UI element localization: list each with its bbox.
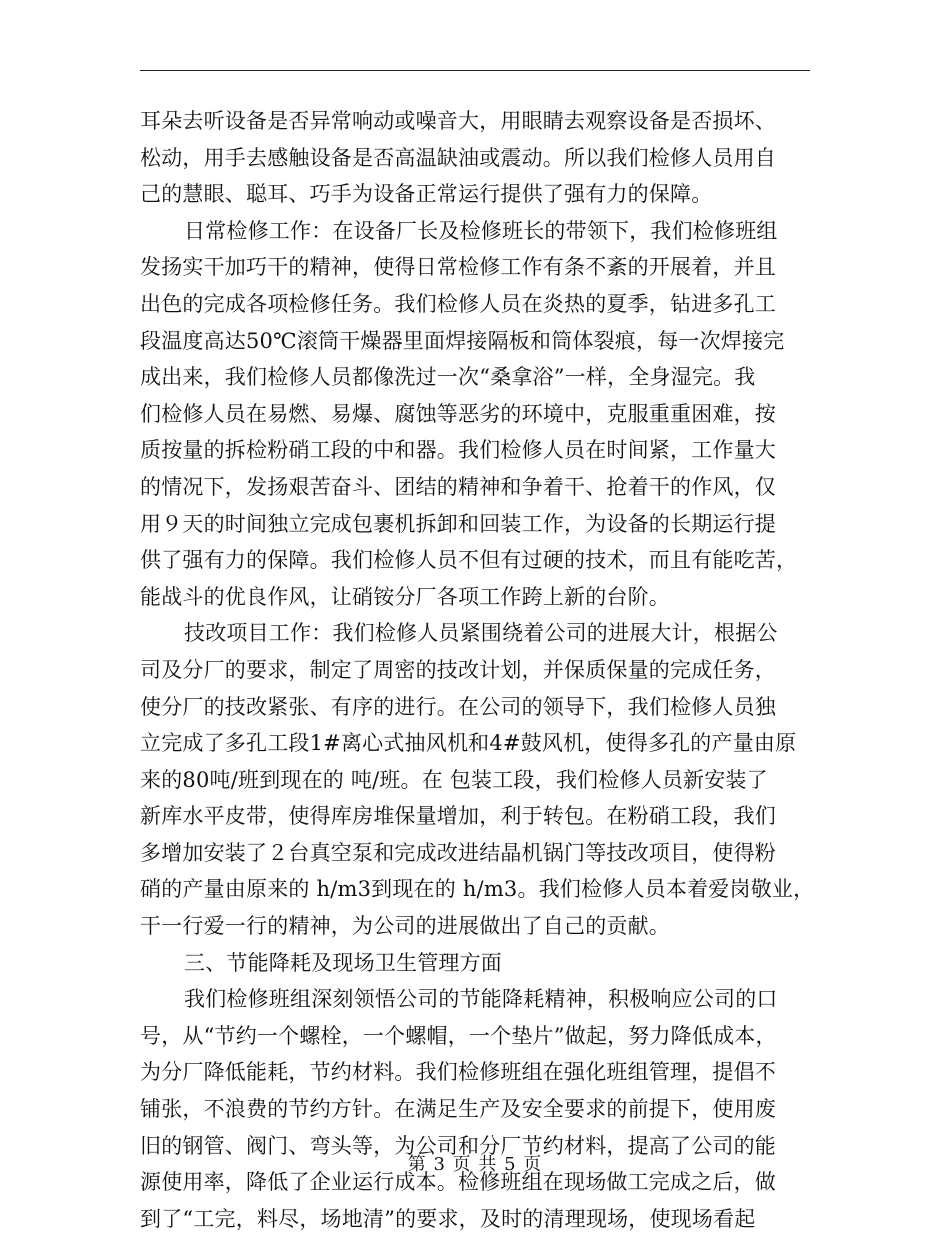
text-line: 到了“工完，料尽，场地清”的要求，及时的清理现场，使现场看起 [140, 1206, 756, 1231]
text-line: 技改项目工作：我们检修人员紧围绕着公司的进展大计，根据公 [184, 621, 778, 646]
text-line: 质按量的拆检粉硝工段的中和器。我们检修人员在时间紧，工作量大 [140, 438, 776, 463]
text-line: 我们检修班组深刻领悟公司的节能降耗精神，积极响应公司的口 [184, 987, 778, 1012]
text-line: 己的慧眼、聪耳、巧手为设备正常运行提供了强有力的保障。 [140, 182, 713, 207]
text-line: 使分厂的技改紧张、有序的进行。在公司的领导下，我们检修人员独 [140, 694, 776, 719]
text-line: 铺张，不浪费的节约方针。在满足生产及安全要求的前提下，使用废 [140, 1097, 776, 1122]
text-line: 发扬实干加巧干的精神，使得日常检修工作有条不紊的开展着，并且 [140, 255, 776, 280]
text-line: 能战斗的优良作风，让硝铵分厂各项工作跨上新的台阶。 [140, 584, 670, 609]
text-line: 来的80吨/班到现在的 吨/班。在 包装工段，我们检修人员新安装了 [140, 767, 768, 792]
text-line: 司及分厂的要求，制定了周密的技改计划，并保质保量的完成任务， [140, 657, 776, 682]
text-line: 用９天的时间独立完成包裹机拆卸和回装工作，为设备的长期运行提 [140, 511, 776, 536]
text-line: 号，从“节约一个螺栓，一个螺帽，一个垫片”做起，努力降低成本， [140, 1023, 777, 1048]
text-line: 旧的钢管、阀门、弯头等，为公司和分厂节约材料，提高了公司的能 [140, 1133, 776, 1158]
text-line: 松动，用手去感触设备是否高温缺油或震动。所以我们检修人员用自 [140, 145, 776, 170]
page-number: 第 3 页 共 5 页 [407, 1154, 543, 1175]
text-line: 成出来，我们检修人员都像洗过一次“桑拿浴”一样，全身湿完。我 [140, 365, 756, 390]
text-line: 们检修人员在易燃、易爆、腐蚀等恶劣的环境中，克服重重困难，按 [140, 401, 776, 426]
text-line: 段温度高达50℃滚筒干燥器里面焊接隔板和筒体裂痕，每一次焊接完 [140, 328, 785, 353]
text-line: 为分厂降低能耗，节约材料。我们检修班组在强化班组管理，提倡不 [140, 1060, 776, 1085]
text-line: 供了强有力的保障。我们检修人员不但有过硬的技术，而且有能吃苦， [140, 548, 798, 573]
document-body [140, 103, 815, 1237]
header-rule [140, 70, 810, 71]
text-line: 日常检修工作：在设备厂长及检修班长的带领下，我们检修班组 [184, 218, 778, 243]
text-line: 出色的完成各项检修任务。我们检修人员在炎热的夏季，钻进多孔工 [140, 291, 776, 316]
text-line: 的情况下，发扬艰苦奋斗、团结的精神和争着干、抢着干的作风，仅 [140, 474, 776, 499]
text-line: 硝的产量由原来的 h/m3到现在的 h/m3。我们检修人员本着爱岗敬业， [140, 877, 815, 902]
text-line: 耳朵去听设备是否异常响动或噪音大，用眼睛去观察设备是否损坏、 [140, 109, 776, 133]
text-line: 三、节能降耗及现场卫生管理方面 [184, 950, 502, 975]
text-line: 多增加安装了２台真空泵和完成改进结晶机锅门等技改项目，使得粉 [140, 840, 776, 865]
text-line: 新库水平皮带，使得库房堆保量增加，利于转包。在粉硝工段，我们 [140, 804, 776, 829]
text-line: 立完成了多孔工段1#离心式抽风机和4#鼓风机，使得多孔的产量由原 [140, 731, 797, 756]
text-line: 源使用率，降低了企业运行成本。检修班组在现场做工完成之后，做 [140, 1170, 776, 1195]
text-line: 干一行爱一行的精神，为公司的进展做出了自己的贡献。 [140, 914, 670, 939]
